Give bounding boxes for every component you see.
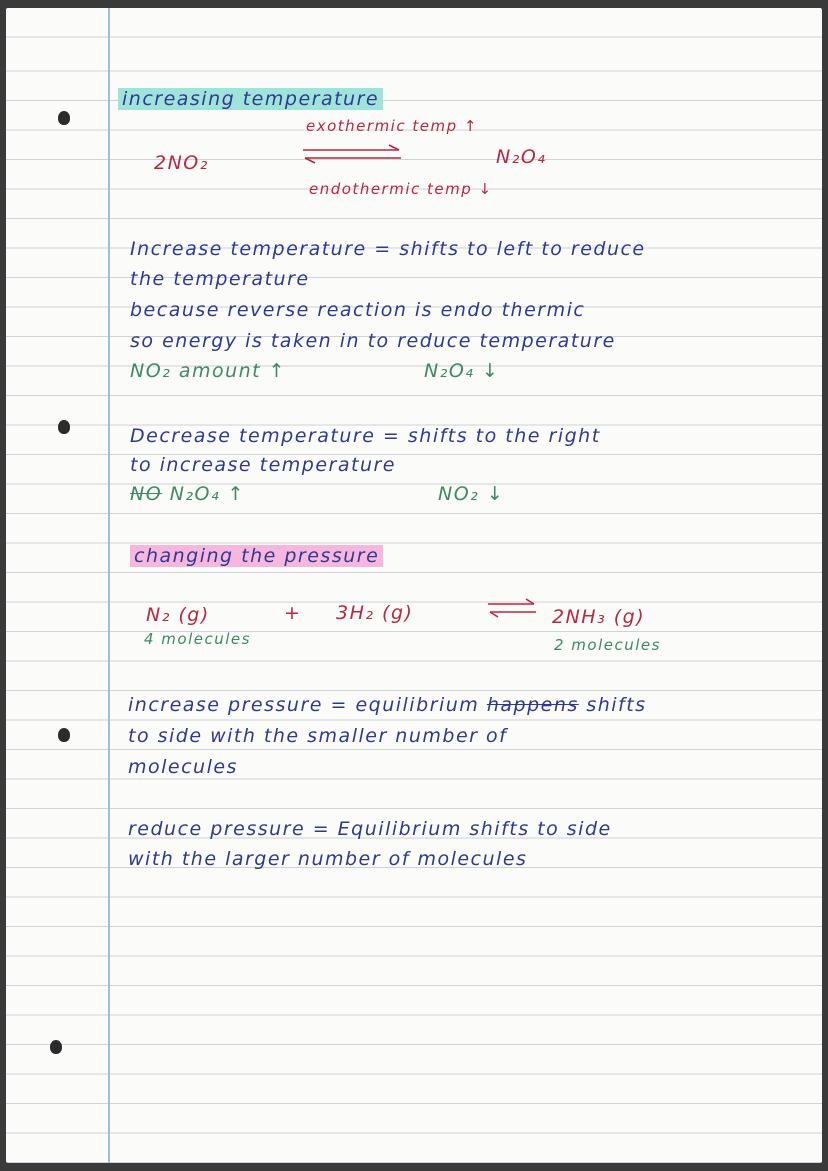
section-heading-temperature: increasing temperature (118, 88, 383, 110)
note-line: because reverse reaction is endo thermic (130, 299, 586, 321)
margin-line (108, 8, 110, 1163)
notebook-page (6, 8, 822, 1163)
note-line: Decrease temperature = shifts to the right (130, 425, 601, 447)
note-line: molecules (128, 756, 238, 778)
note-line: Increase temperature = shifts to left to reduce (130, 238, 646, 260)
reverse-label: endothermic temp ↓ (309, 180, 493, 198)
note-line: with the larger number of molecules (128, 848, 528, 870)
note-line (130, 483, 245, 505)
section-heading-pressure: changing the pressure (130, 545, 383, 567)
note-line (128, 694, 647, 716)
forward-label: exothermic temp ↑ (306, 117, 478, 135)
product-n2o4: N₂O₄ (496, 146, 547, 168)
reactant-no2: 2NO₂ (154, 152, 209, 174)
struck-text: happens (486, 694, 579, 716)
note-line: to increase temperature (130, 454, 396, 476)
reactant-h2: 3H₂ (g) (336, 602, 414, 624)
punch-hole (58, 420, 70, 434)
note-text: N₂O₄ ↑ (169, 483, 246, 505)
equilibrium-arrow-icon (301, 144, 405, 164)
molecule-count-right: 2 molecules (554, 636, 661, 654)
plus-sign: + (284, 602, 302, 624)
note-text: shifts (586, 694, 647, 716)
note-line: so energy is taken in to reduce temperature (130, 330, 616, 352)
note-line: to side with the smaller number of (128, 725, 508, 747)
punch-hole (50, 1040, 62, 1054)
molecule-count-left: 4 molecules (144, 630, 251, 648)
note-line: the temperature (130, 268, 310, 290)
note-line: NO₂ ↓ (438, 483, 505, 505)
struck-text: NO (130, 483, 163, 505)
reactant-n2: N₂ (g) (146, 604, 210, 626)
equilibrium-arrow-icon (486, 598, 538, 618)
note-line: NO₂ amount ↑ (130, 360, 287, 382)
note-line: N₂O₄ ↓ (424, 360, 500, 382)
punch-hole (58, 728, 70, 742)
punch-hole (58, 111, 70, 125)
product-nh3: 2NH₃ (g) (552, 606, 646, 628)
note-line: reduce pressure = Equilibrium shifts to side (128, 818, 612, 840)
note-text: increase pressure = equilibrium (128, 694, 480, 716)
